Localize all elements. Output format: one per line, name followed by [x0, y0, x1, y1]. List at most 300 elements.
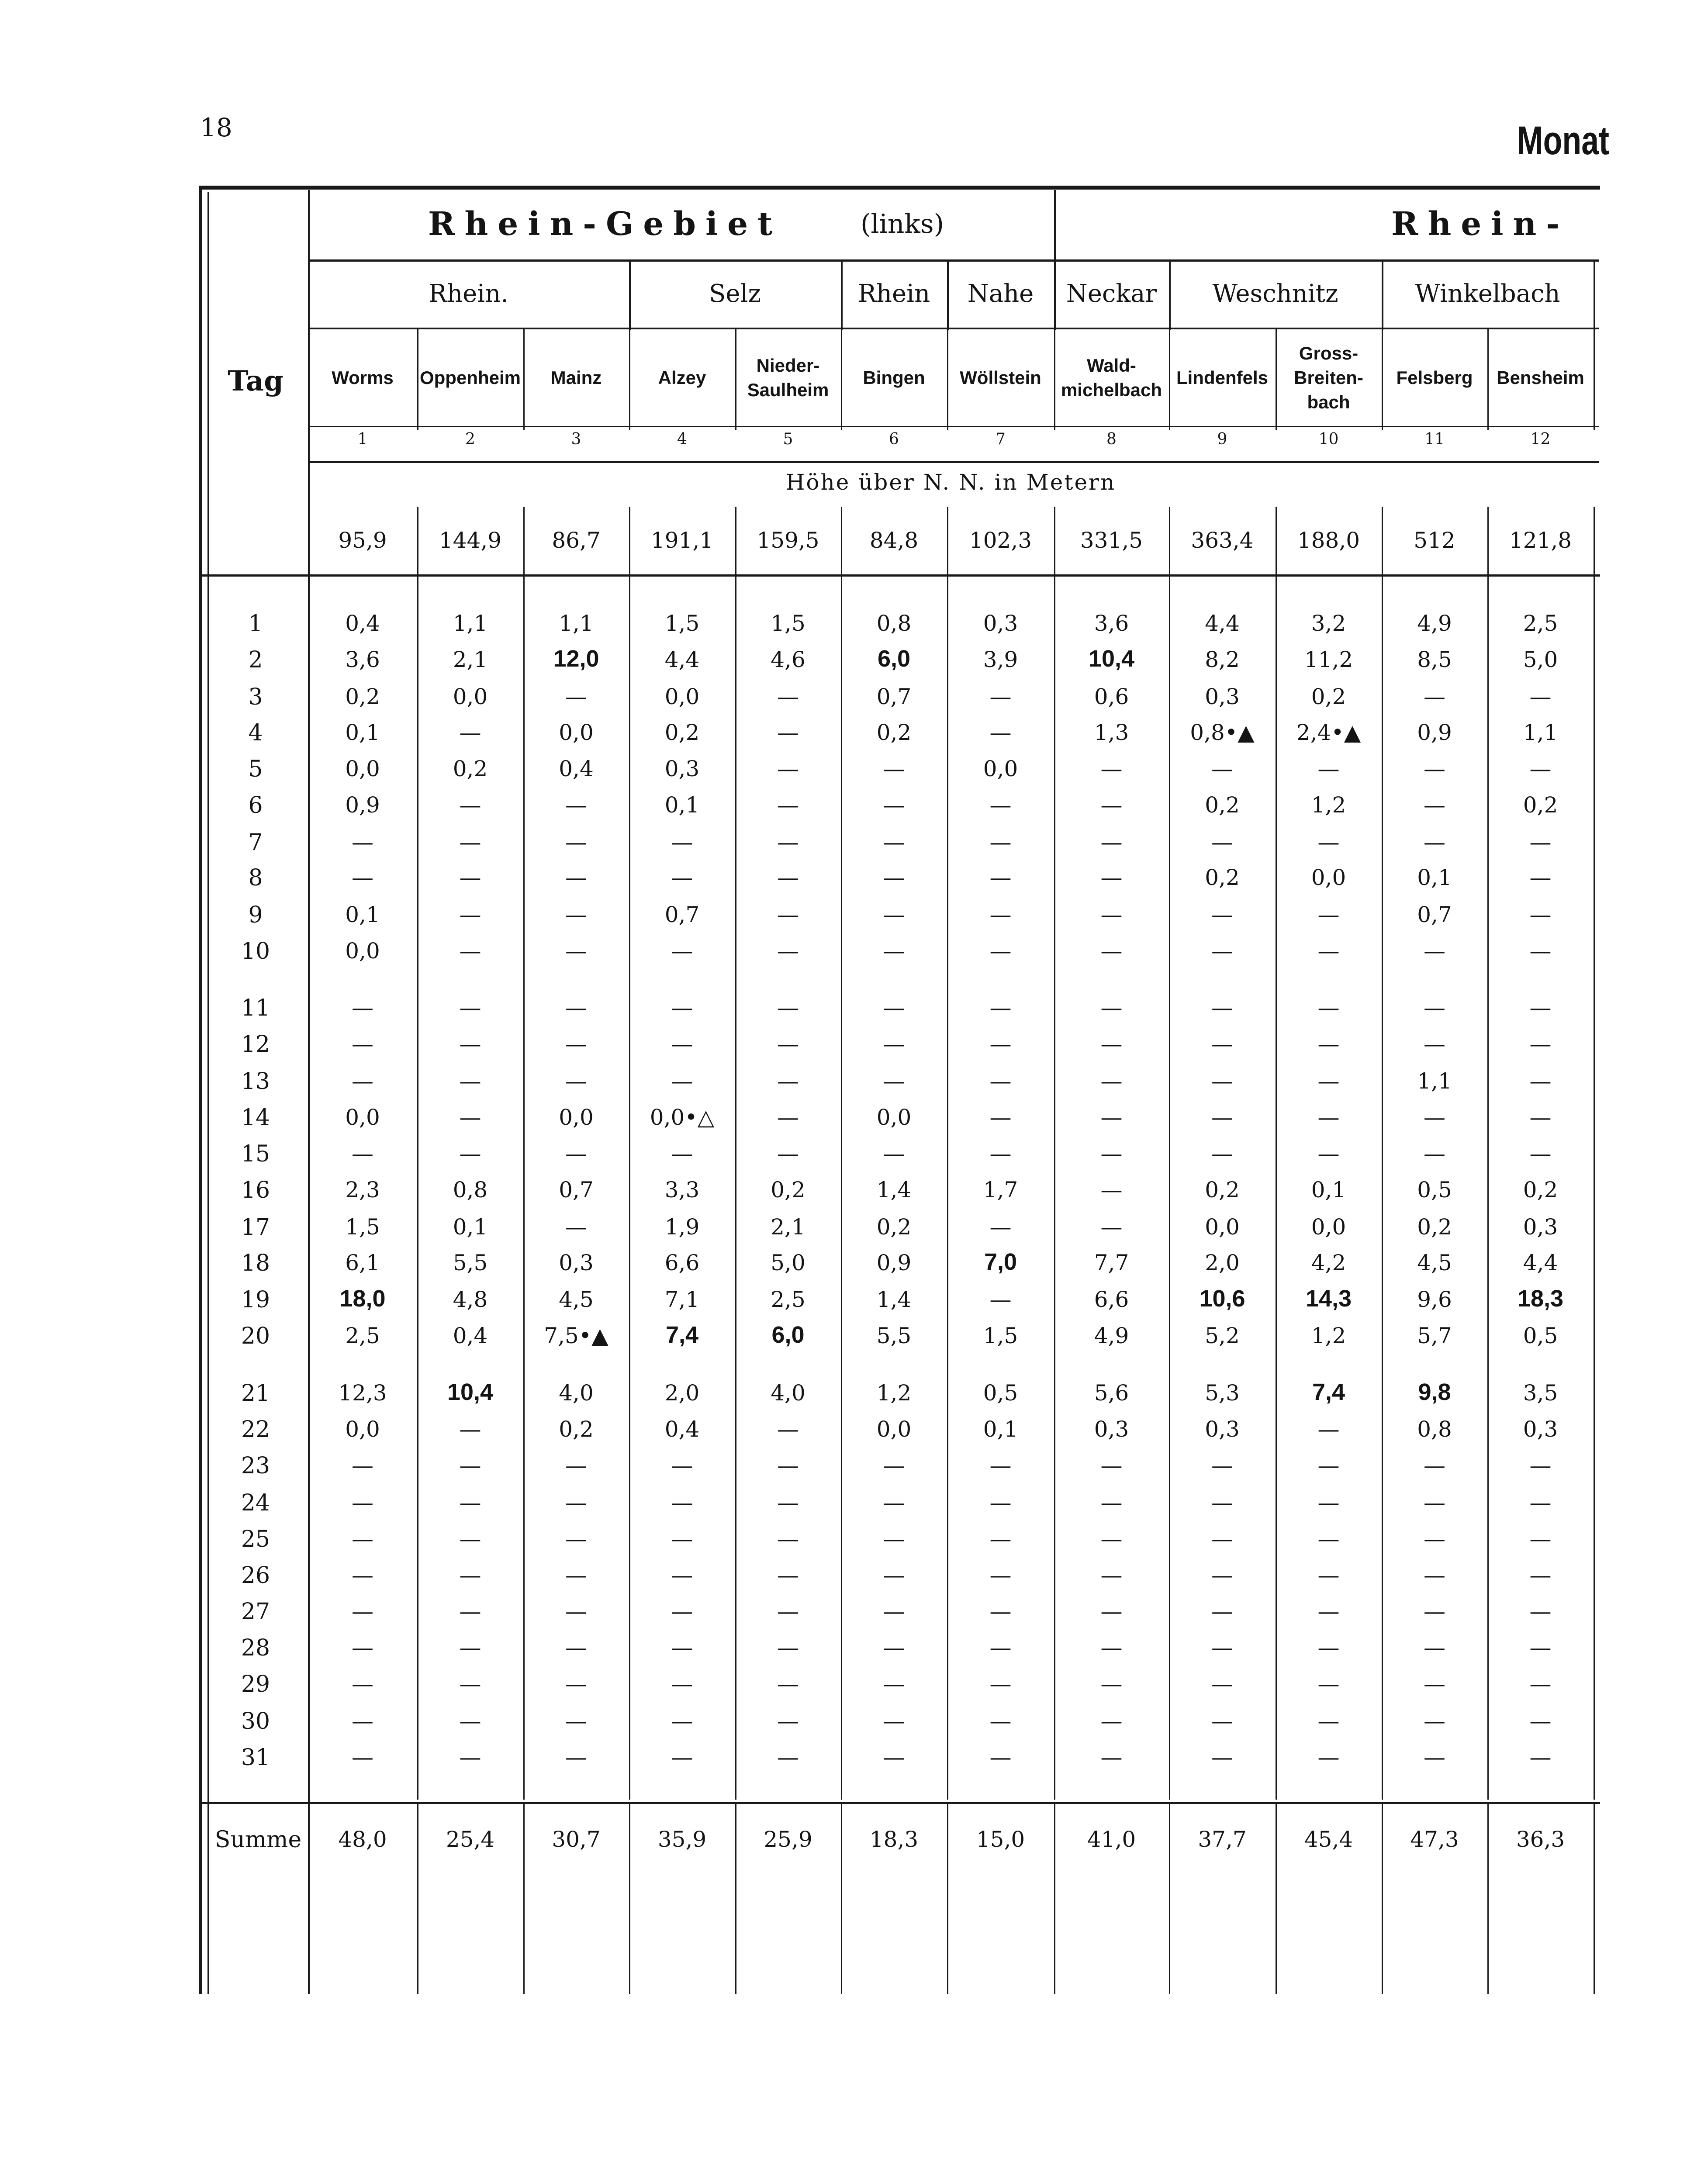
table-cell: 0,3 [1523, 1417, 1558, 1442]
table-cell: 0,0 [345, 1105, 380, 1130]
table-cell: — [1100, 1671, 1123, 1697]
table-cell: 10,6 [1199, 1286, 1245, 1312]
table-cell: 1,1 [559, 611, 594, 636]
page-heading: Monat [1517, 118, 1610, 163]
table-cell: — [1100, 792, 1123, 818]
table-cell: 4,8 [453, 1287, 488, 1312]
table-cell: — [459, 1031, 481, 1057]
table-cell: — [883, 902, 905, 927]
table-cell: — [777, 1453, 799, 1478]
table-cell: — [565, 1599, 587, 1624]
table-cell: — [1317, 1526, 1340, 1552]
table-cell: — [1100, 1599, 1123, 1624]
sum-cell: 45,4 [1304, 1827, 1353, 1852]
table-cell: 0,2 [345, 684, 380, 709]
table-cell: — [565, 902, 587, 927]
table-cell: 0,4 [664, 1417, 700, 1442]
table-cell: — [777, 1671, 799, 1697]
table-cell: — [459, 865, 481, 890]
day-number: 25 [241, 1526, 270, 1552]
table-cell: — [1317, 829, 1340, 855]
table-cell: — [565, 1745, 587, 1770]
table-cell: — [352, 829, 373, 855]
table-cell: — [1211, 1068, 1233, 1094]
table-cell: — [883, 995, 905, 1020]
day-number: 11 [241, 995, 270, 1021]
table-cell: — [777, 1141, 799, 1166]
station-number: 2 [465, 430, 475, 448]
station-name: Oppenheim [419, 367, 521, 388]
table-cell: — [1424, 1599, 1445, 1624]
table-cell: — [1100, 995, 1123, 1020]
table-cell: 6,0 [771, 1322, 805, 1348]
table-cell: 0,1 [983, 1417, 1018, 1442]
table-cell: — [883, 1141, 905, 1166]
table-cell: 6,6 [1094, 1287, 1129, 1312]
table-cell: — [565, 1526, 587, 1552]
station-header-rule [1594, 328, 1595, 430]
table-cell: — [1211, 756, 1233, 781]
table-cell: — [1100, 829, 1123, 855]
table-cell: — [1317, 902, 1340, 927]
table-cell: — [459, 792, 481, 818]
table-cell: — [671, 1490, 693, 1515]
sum-cell: 47,3 [1410, 1827, 1459, 1852]
day-number: 20 [241, 1323, 270, 1349]
table-cell: — [1100, 1490, 1123, 1515]
table-cell: 0,2 [876, 1214, 912, 1240]
table-cell: — [352, 1562, 373, 1588]
table-cell: — [989, 1141, 1012, 1166]
table-cell: — [883, 1068, 905, 1094]
table-cell: — [1100, 1141, 1123, 1166]
table-cell: 0,0 [1205, 1214, 1240, 1240]
table-cell: 3,9 [983, 647, 1018, 672]
table-cell: 0,2 [1205, 865, 1240, 890]
table-cell: — [777, 1635, 799, 1660]
table-cell: — [777, 902, 799, 927]
table-cell: — [459, 1599, 481, 1624]
table-cell: 0,9 [345, 792, 380, 818]
station-name: Worms [332, 367, 394, 388]
station-name: Bingen [863, 367, 925, 388]
table-cell: 2,1 [771, 1214, 805, 1240]
table-cell: — [883, 792, 905, 818]
table-cell: — [1529, 995, 1552, 1020]
table-cell: — [1211, 1490, 1233, 1515]
table-cell: — [777, 865, 799, 890]
table-cell: — [565, 1031, 587, 1057]
table-cell: — [459, 1417, 481, 1442]
table-cell: — [1211, 995, 1233, 1020]
table-cell: — [1211, 902, 1233, 927]
day-number: 8 [248, 865, 263, 891]
sum-cell: 25,9 [764, 1827, 812, 1852]
table-cell: 12,3 [338, 1380, 387, 1406]
day-number: 22 [241, 1417, 270, 1443]
table-cell: 0,3 [664, 756, 700, 781]
table-cell: — [989, 1526, 1012, 1552]
table-cell: 10,4 [447, 1379, 494, 1405]
table-cell: — [1529, 1599, 1552, 1624]
table-cell: — [1100, 1031, 1123, 1057]
table-cell: 0,2 [876, 720, 912, 745]
table-cell: 0,9 [876, 1250, 912, 1275]
table-cell: — [989, 1635, 1012, 1660]
table-cell: — [671, 865, 693, 890]
day-number: 26 [241, 1562, 270, 1589]
station-elevation: 512 [1414, 528, 1455, 553]
page-number: 18 [200, 113, 232, 142]
table-cell: — [1317, 1141, 1340, 1166]
table-cell: 8,5 [1417, 647, 1452, 672]
table-cell: — [352, 1141, 373, 1166]
table-cell: 0,2 [559, 1417, 594, 1442]
station-number: 9 [1217, 430, 1227, 448]
table-cell: — [989, 1287, 1012, 1312]
table-cell: 12,0 [553, 646, 599, 672]
day-number: 19 [241, 1287, 270, 1313]
table-cell: 0,7 [1417, 902, 1452, 927]
table-cell: 0,2 [1205, 1177, 1240, 1203]
table-cell: — [352, 1490, 373, 1515]
day-number: 15 [241, 1141, 270, 1167]
table-cell: — [1424, 1526, 1445, 1552]
river-row-rule [308, 328, 1599, 329]
header-bottom-rule [199, 574, 1600, 577]
table-cell: — [1424, 1745, 1445, 1770]
table-cell: — [989, 1453, 1012, 1478]
table-cell: — [1529, 1562, 1552, 1588]
day-number: 13 [241, 1068, 270, 1095]
table-cell: 1,2 [1311, 1323, 1346, 1348]
table-cell: — [1529, 829, 1552, 855]
day-number: 2 [248, 647, 263, 673]
table-cell: — [883, 1031, 905, 1057]
day-number: 30 [241, 1708, 270, 1735]
table-cell: 0,0 [345, 1417, 380, 1442]
table-cell: 4,5 [1417, 1250, 1452, 1275]
station-number: 10 [1318, 430, 1339, 448]
table-cell: 3,5 [1523, 1380, 1558, 1406]
table-cell: 3,2 [1311, 611, 1346, 636]
table-cell: 0,8 [453, 1177, 488, 1203]
table-cell: 2,5 [1523, 611, 1558, 636]
table-cell: 1,4 [876, 1177, 912, 1203]
station-number: 8 [1106, 430, 1117, 448]
table-cell: — [459, 1671, 481, 1697]
table-cell: — [1529, 938, 1552, 964]
table-cell: 3,3 [664, 1177, 700, 1203]
table-cell: — [777, 684, 799, 709]
table-cell: — [671, 1031, 693, 1057]
column-rule [1594, 507, 1595, 1800]
table-cell: 0,2 [771, 1177, 805, 1203]
table-cell: — [1100, 1745, 1123, 1770]
sum-cell: 18,3 [869, 1827, 919, 1852]
table-cell: — [777, 756, 799, 781]
table-cell: — [1424, 1141, 1445, 1166]
river-group-rule [1594, 260, 1595, 330]
station-elevation: 95,9 [338, 528, 387, 553]
sum-cell: 36,3 [1516, 1827, 1565, 1852]
table-cell: 0,0 [664, 684, 700, 709]
table-cell: — [1424, 1671, 1445, 1697]
table-cell: — [1529, 902, 1552, 927]
table-cell: 11,2 [1304, 647, 1353, 672]
table-cell: — [883, 1490, 905, 1515]
table-top-rule [199, 186, 1600, 190]
sum-cell: 37,7 [1198, 1827, 1247, 1852]
day-number: 6 [248, 792, 263, 819]
table-cell: 0,3 [983, 611, 1018, 636]
table-cell: — [1211, 938, 1233, 964]
table-cell: 5,0 [1523, 647, 1558, 672]
day-number: 12 [241, 1031, 270, 1057]
table-cell: — [671, 1562, 693, 1588]
table-cell: 1,1 [1417, 1068, 1452, 1094]
day-number: 3 [248, 684, 263, 710]
table-cell: — [565, 865, 587, 890]
table-cell: 0,3 [1523, 1214, 1558, 1240]
station-number: 6 [889, 430, 899, 448]
table-cell: — [1424, 1708, 1445, 1734]
table-cell: — [565, 829, 587, 855]
table-cell: 0,0 [345, 756, 380, 781]
table-cell: — [777, 1490, 799, 1515]
day-number: 29 [241, 1671, 270, 1697]
day-number: 16 [241, 1177, 270, 1203]
table-cell: — [565, 938, 587, 964]
table-cell: — [1317, 1745, 1340, 1770]
table-cell: 9,6 [1417, 1287, 1452, 1312]
table-cell: — [1424, 938, 1445, 964]
table-cell: — [989, 1671, 1012, 1697]
table-cell: — [989, 684, 1012, 709]
table-cell: — [352, 1453, 373, 1478]
day-number: 21 [241, 1380, 270, 1406]
table-cell: — [1317, 1671, 1340, 1697]
table-cell: — [671, 1068, 693, 1094]
table-cell: 0,0 [1311, 865, 1346, 890]
table-cell: — [1211, 1141, 1233, 1166]
table-cell: — [1211, 1599, 1233, 1624]
table-cell: 0,0 [559, 720, 594, 745]
table-cell: 0,0 [1311, 1214, 1346, 1240]
table-cell: 4,0 [771, 1380, 805, 1406]
table-cell: — [989, 1105, 1012, 1130]
table-cell: — [777, 1745, 799, 1770]
table-cell: — [883, 756, 905, 781]
table-cell: — [1317, 1417, 1340, 1442]
table-cell: 0,2 [1205, 792, 1240, 818]
station-elevation: 188,0 [1297, 528, 1360, 553]
table-cell: 1,7 [983, 1177, 1018, 1203]
table-cell: — [565, 995, 587, 1020]
table-cell: 5,5 [876, 1323, 912, 1348]
table-cell: 3,6 [1094, 611, 1129, 636]
river-header: Nahe [967, 280, 1034, 308]
table-cell: — [1211, 1526, 1233, 1552]
summary-column-rule [1594, 1804, 1595, 1994]
table-cell: 0,0 [983, 756, 1018, 781]
table-cell: 4,4 [1205, 611, 1240, 636]
elevation-caption: Höhe über N. N. in Metern [785, 470, 1116, 495]
table-cell: — [1317, 756, 1340, 781]
table-cell: 3,6 [345, 647, 380, 672]
table-cell: 0,5 [983, 1380, 1018, 1406]
sum-cell: 41,0 [1087, 1827, 1136, 1852]
table-cell: 0,2 [1523, 792, 1558, 818]
day-number: 18 [241, 1250, 270, 1276]
table-cell: — [989, 902, 1012, 927]
table-cell: — [671, 1141, 693, 1166]
table-cell: 6,6 [664, 1250, 700, 1275]
table-cell: — [459, 1141, 481, 1166]
table-cell: — [352, 1708, 373, 1734]
table-cell: — [352, 1068, 373, 1094]
station-elevation: 191,1 [650, 528, 714, 553]
table-cell: 0,9 [1417, 720, 1452, 745]
table-cell: — [1211, 1031, 1233, 1057]
day-number: 24 [241, 1490, 270, 1516]
table-cell: — [459, 720, 481, 745]
river-header: Rhein [857, 280, 930, 308]
station-elevation: 331,5 [1080, 528, 1143, 553]
table-cell: — [1317, 1562, 1340, 1588]
station-elevation: 102,3 [969, 528, 1032, 553]
table-cell: — [1211, 1671, 1233, 1697]
day-number: 1 [248, 611, 263, 637]
sum-cell: 25,4 [446, 1827, 495, 1852]
table-cell: — [1529, 1671, 1552, 1697]
sum-row-label: Summe [214, 1827, 302, 1853]
table-cell: — [777, 1417, 799, 1442]
table-cell: — [565, 1562, 587, 1588]
sum-cell: 15,0 [976, 1827, 1025, 1852]
table-cell: — [565, 792, 587, 818]
station-elevation: 86,7 [552, 528, 601, 553]
table-cell: 0,8 [1417, 1417, 1452, 1442]
table-cell: 0,8•▲ [1190, 720, 1255, 745]
table-cell: 0,3 [1094, 1417, 1129, 1442]
table-cell: — [671, 1635, 693, 1660]
table-cell: 0,1 [453, 1214, 488, 1240]
table-cell: — [352, 1031, 373, 1057]
table-cell: — [777, 1708, 799, 1734]
table-cell: — [777, 1562, 799, 1588]
day-number: 28 [241, 1635, 270, 1661]
table-cell: — [1317, 938, 1340, 964]
table-cell: 0,2 [453, 756, 488, 781]
table-cell: 0,5 [1523, 1323, 1558, 1348]
day-number: 5 [248, 756, 263, 782]
table-cell: — [1100, 756, 1123, 781]
table-cell: — [1211, 1562, 1233, 1588]
table-cell: — [1529, 865, 1552, 890]
table-cell: — [989, 1214, 1012, 1240]
table-cell: — [1317, 1031, 1340, 1057]
table-cell: — [671, 1599, 693, 1624]
table-cell: 18,3 [1517, 1286, 1564, 1312]
summary-top-rule [199, 1802, 1600, 1804]
table-cell: — [989, 1490, 1012, 1515]
table-cell: 0,2 [1417, 1214, 1452, 1240]
station-name: Bensheim [1497, 367, 1584, 388]
table-cell: — [1100, 1177, 1123, 1203]
table-cell: — [883, 1453, 905, 1478]
table-cell: 5,5 [453, 1250, 488, 1275]
table-cell: — [883, 829, 905, 855]
day-number: 14 [241, 1105, 270, 1131]
table-cell: 0,7 [559, 1177, 594, 1203]
station-number: 12 [1530, 430, 1551, 448]
table-cell: 0,4 [453, 1323, 488, 1348]
table-cell: — [1211, 829, 1233, 855]
table-cell: — [777, 829, 799, 855]
table-cell: — [352, 1745, 373, 1770]
table-cell: — [777, 1068, 799, 1094]
table-cell: 0,2 [1311, 684, 1346, 709]
table-cell: — [671, 1745, 693, 1770]
table-cell: — [1529, 1708, 1552, 1734]
table-cell: — [565, 1453, 587, 1478]
table-cell: 6,0 [877, 646, 911, 672]
table-cell: — [671, 1671, 693, 1697]
table-cell: 4,4 [664, 647, 700, 672]
table-cell: — [883, 1635, 905, 1660]
table-cell: — [1100, 1562, 1123, 1588]
table-cell: 0,2 [664, 720, 700, 745]
sum-cell: 30,7 [552, 1827, 601, 1852]
station-name: Gross- Breiten- bach [1294, 343, 1363, 412]
table-cell: 0,3 [1205, 684, 1240, 709]
table-cell: 4,0 [559, 1380, 594, 1406]
station-number: 11 [1424, 430, 1445, 448]
table-cell: 1,2 [876, 1380, 912, 1406]
table-cell: 0,3 [559, 1250, 594, 1275]
table-cell: 7,4 [665, 1322, 699, 1348]
table-left-rule [199, 186, 202, 1994]
table-cell: 0,1 [345, 902, 380, 927]
table-cell: — [352, 1635, 373, 1660]
table-cell: 4,4 [1523, 1250, 1558, 1275]
table-cell: — [777, 1031, 799, 1057]
table-cell: 1,1 [1523, 720, 1558, 745]
table-cell: — [1211, 1708, 1233, 1734]
table-cell: 5,6 [1094, 1380, 1129, 1406]
table-cell: — [565, 1490, 587, 1515]
sum-cell: 48,0 [338, 1827, 387, 1852]
table-cell: — [352, 865, 373, 890]
table-cell: — [1424, 1635, 1445, 1660]
station-elevation: 84,8 [869, 528, 919, 553]
table-cell: 0,7 [876, 684, 912, 709]
table-cell: — [1317, 1068, 1340, 1094]
table-cell: — [1424, 1031, 1445, 1057]
table-cell: — [459, 938, 481, 964]
table-cell: — [1100, 902, 1123, 927]
table-cell: 0,5 [1417, 1177, 1452, 1203]
table-cell: — [883, 1671, 905, 1697]
table-cell: 1,3 [1094, 720, 1129, 745]
table-cell: — [671, 1526, 693, 1552]
table-cell: — [565, 1708, 587, 1734]
table-cell: 0,0 [559, 1105, 594, 1130]
table-cell: — [989, 1562, 1012, 1588]
station-number: 5 [783, 430, 793, 448]
table-cell: 0,0 [345, 938, 380, 964]
